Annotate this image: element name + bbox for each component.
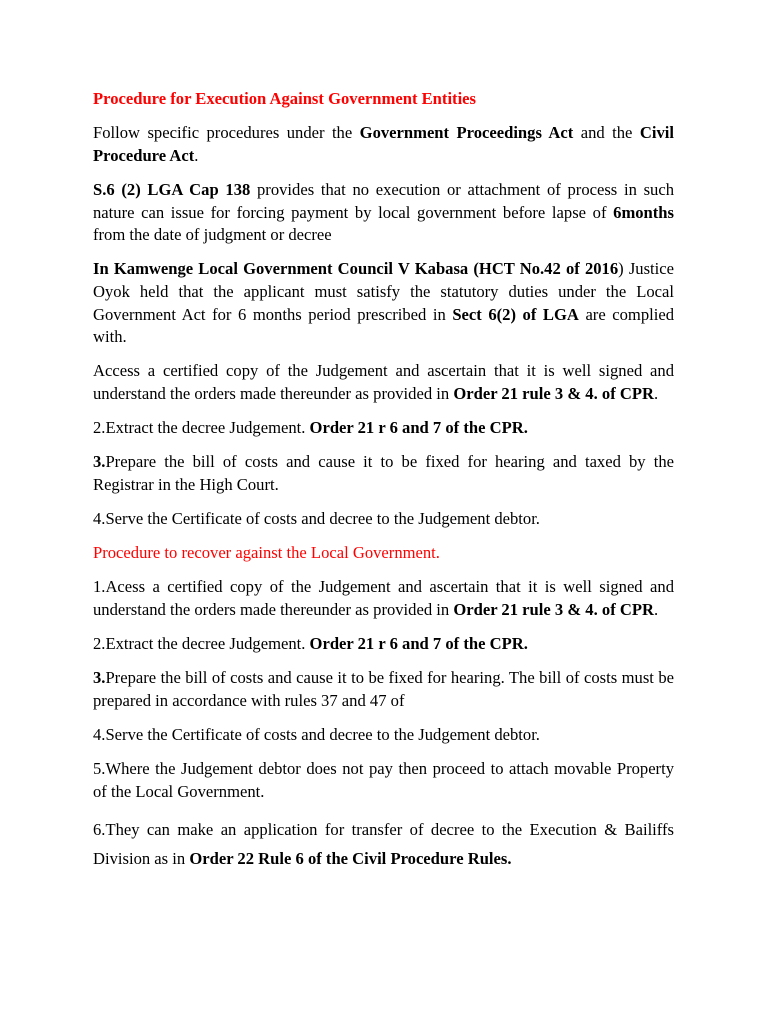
text-run: from the date of judgment or decree bbox=[93, 225, 332, 245]
text-run: 2.Extract the decree Judgement. bbox=[93, 418, 310, 438]
paragraph-step-6 bbox=[93, 815, 674, 873]
text-run: are complied with. bbox=[93, 304, 674, 347]
text-run: . bbox=[653, 600, 659, 620]
paragraph-step-2 bbox=[93, 633, 674, 656]
paragraph-case-law bbox=[93, 258, 674, 348]
paragraph-lga-section bbox=[93, 179, 674, 247]
rule-reference: Order 21 rule 3 & 4. of CPR bbox=[453, 383, 654, 403]
paragraph-step-5: 5.Where the Judgement debtor does not pay then proceed to attach movable Property of the Local Government. bbox=[93, 759, 674, 801]
rule-reference: Order 21 r 6 and 7 of the CPR. bbox=[309, 418, 528, 438]
text-run: 2.Extract the decree Judgement. bbox=[93, 634, 310, 654]
paragraph-access-judgement bbox=[93, 360, 674, 405]
act-reference: Civil Procedure Act bbox=[93, 123, 674, 165]
paragraph-serve-certificate: 4.Serve the Certificate of costs and decree to the Judgement debtor. bbox=[93, 509, 540, 529]
document-page bbox=[93, 88, 674, 885]
text-run: ) Justice Oyok held that the applicant must satisfy the statutory duties under the Local Government Act for 6 months period prescribed in bbox=[93, 259, 675, 324]
text-run: Prepare the bill of costs and cause it to be fixed for hearing. The bill of costs must be prepared in accordance with rules 37 and 47 of bbox=[93, 668, 674, 710]
text-run: 1.Acess a certified copy of the Judgement and ascertain that it is well signed and understand the orders made thereunder as provided in bbox=[93, 577, 674, 620]
act-reference: Government Proceedings Act bbox=[359, 123, 574, 143]
text-run: Access a certified copy of the Judgement and ascertain that it is well signed and understand the orders made thereunder as provided in bbox=[93, 361, 674, 403]
text-run: provides that no execution or attachment of process in such nature can issue for forcing payment by local government before lapse of bbox=[93, 179, 675, 222]
text-run: Follow specific procedures under the bbox=[93, 123, 360, 143]
paragraph-step-1 bbox=[93, 576, 674, 621]
rule-reference: Order 21 r 6 and 7 of the CPR. bbox=[309, 634, 528, 654]
statute-reference: S.6 (2) LGA Cap 138 bbox=[93, 179, 251, 199]
section-heading-recover: Procedure to recover against the Local Government. bbox=[93, 543, 440, 563]
rule-reference: Order 21 rule 3 & 4. of CPR bbox=[453, 600, 654, 620]
rule-reference: Order 22 Rule 6 of the Civil Procedure Rules. bbox=[189, 849, 512, 869]
step-number: 3. bbox=[93, 452, 106, 472]
paragraph-bill-of-costs bbox=[93, 451, 674, 496]
period-emphasis: 6months bbox=[613, 202, 674, 222]
section-heading-execution: Procedure for Execution Against Government Entities bbox=[93, 89, 477, 108]
paragraph-extract-decree bbox=[93, 417, 674, 440]
text-run: . bbox=[194, 145, 199, 165]
paragraph-step-3 bbox=[93, 667, 674, 712]
statute-reference: Sect 6(2) of LGA bbox=[452, 304, 579, 324]
text-run: 6.They can make an application for transfer of decree to the Execution & Bailiffs Division as in bbox=[93, 820, 674, 869]
case-citation: In Kamwenge Local Government Council V Kabasa (HCT No.42 of 2016 bbox=[93, 259, 619, 279]
paragraph-step-4: 4.Serve the Certificate of costs and decree to the Judgement debtor. bbox=[93, 725, 540, 745]
text-run: and the bbox=[573, 123, 640, 143]
step-number: 3. bbox=[93, 668, 106, 688]
text-run: . bbox=[653, 383, 659, 403]
paragraph-procedures-acts bbox=[93, 122, 674, 167]
text-run: Prepare the bill of costs and cause it to be fixed for hearing and taxed by the Registrar in the High Court. bbox=[93, 452, 674, 494]
